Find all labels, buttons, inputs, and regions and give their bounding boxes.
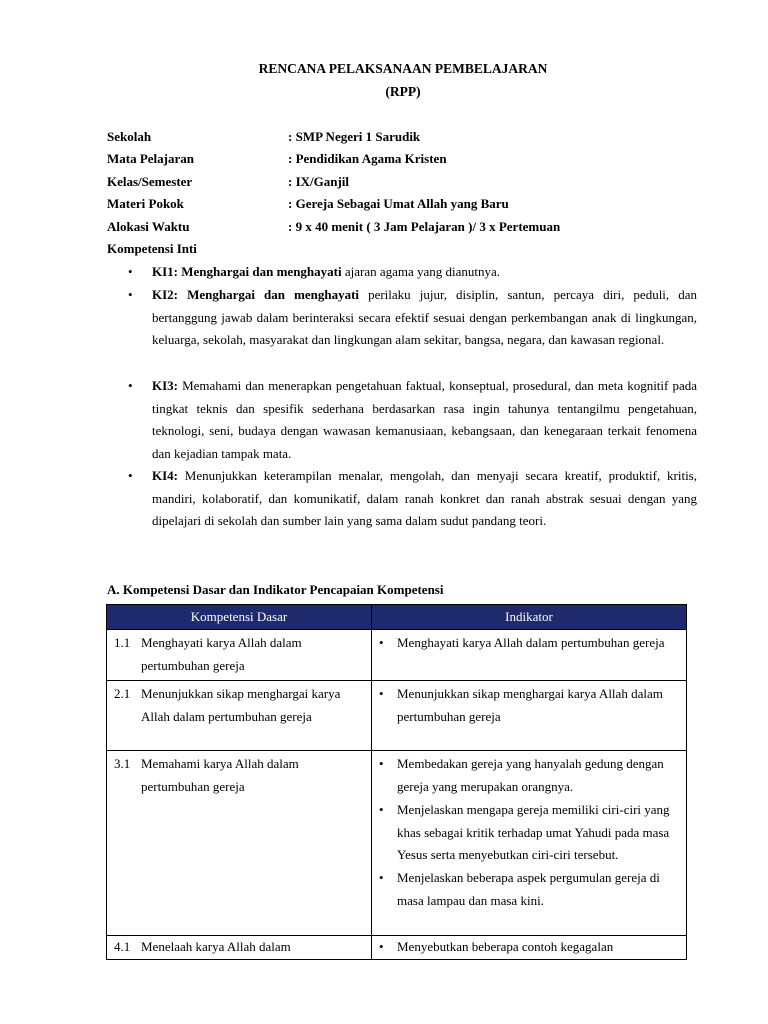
indicator-text: Menyebutkan beberapa contoh kegagalan	[397, 939, 614, 955]
kd-cell	[107, 630, 372, 681]
ki-code: KI3:	[152, 378, 178, 393]
kd-number: 4.1	[114, 939, 131, 955]
meta-label: Mata Pelajaran	[107, 151, 195, 166]
bullet-icon: •	[128, 378, 133, 393]
meta-value: : Pendidikan Agama Kristen	[288, 151, 447, 166]
column-header-kd: Kompetensi Dasar	[107, 605, 372, 630]
ki-text: ajaran agama yang dianutnya.	[341, 264, 501, 279]
kd-number: 2.1	[114, 686, 131, 702]
bullet-icon: •	[128, 264, 133, 279]
bullet-icon: •	[128, 287, 133, 302]
kd-text: Menunjukkan sikap menghargai karya Allah dalam pertumbuhan gereja	[141, 686, 341, 725]
kd-text: Menelaah karya Allah dalam	[141, 939, 291, 955]
kd-number: 3.1	[114, 756, 131, 772]
meta-value: : IX/Ganjil	[288, 174, 350, 189]
meta-label: Alokasi Waktu	[107, 219, 190, 234]
column-header-indikator: Indikator	[372, 605, 687, 630]
meta-value: : 9 x 40 menit ( 3 Jam Pelajaran )/ 3 x Pertemuan	[288, 219, 561, 234]
indicator-cell	[372, 751, 687, 936]
kd-cell	[107, 936, 372, 960]
ki-item-3	[128, 375, 697, 466]
ki-item-2	[128, 284, 697, 352]
ki-item-4	[128, 465, 697, 533]
ki-lead: Menghargai dan menghayati	[181, 264, 342, 279]
kompetensi-inti-heading: Kompetensi Inti	[107, 241, 197, 256]
ki-lead: Menghargai dan menghayati	[187, 287, 360, 302]
indicator-item	[379, 683, 680, 728]
kd-text: Menghayati karya Allah dalam pertumbuhan gereja	[141, 635, 302, 673]
table-row	[107, 751, 687, 936]
meta-label: Materi Pokok	[107, 196, 184, 211]
bullet-icon: •	[379, 756, 384, 772]
meta-label: Kelas/Semester	[107, 174, 193, 189]
indicator-text: Menunjukkan sikap menghargai karya Allah dalam pertumbuhan gereja	[397, 686, 663, 725]
ki-text: Menunjukkan keterampilan menalar, mengolah, dan menyaji secara kreatif, produktif, kritis, mandiri, kolaboratif, dan komunikatif, dalam ranah konkret dan ranah abstrak sesuai dengan yang dipelajari di sekolah dan sumber lain yang sama dalam sudut pandang teori.	[152, 468, 697, 529]
indicator-cell	[372, 630, 687, 681]
kd-cell	[107, 681, 372, 751]
meta-label: Sekolah	[107, 129, 152, 144]
ki-text: Memahami dan menerapkan pengetahuan faktual, konseptual, prosedural, dan meta kognitif pada tingkat teknis dan spesifik sederhana berdasarkan rasa ingin tahunya tentangilmu pengetahuan, teknologi, seni, budaya dengan wawasan kemanusiaan, kebangsaan, dan kenegaraan terkait fenomena dan kejadian tampak mata.	[152, 378, 697, 462]
indicator-cell	[372, 681, 687, 751]
table-row	[107, 630, 687, 681]
indicator-cell	[372, 936, 687, 960]
bullet-icon: •	[379, 869, 384, 885]
indicator-item	[379, 753, 680, 798]
indicator-text: Menghayati karya Allah dalam pertumbuhan gereja	[397, 635, 665, 650]
bullet-icon: •	[379, 801, 384, 817]
kompetensi-dasar-table	[106, 604, 687, 960]
ki-item-1	[128, 261, 697, 284]
meta-value: : Gereja Sebagai Umat Allah yang Baru	[288, 196, 509, 211]
ki-text: perilaku jujur, disiplin, santun, percaya diri, peduli, dan bertanggung jawab dalam berinteraksi secara efektif sesuai dengan perkembangan anak di lingkungan, keluarga, sekolah, masyarakat dan lingkungan alam sekitar, bangsa, negara, dan kawasan regional.	[152, 287, 697, 348]
kd-number: 1.1	[114, 635, 131, 650]
indicator-item	[379, 936, 680, 957]
ki-code: KI4:	[152, 468, 178, 483]
indicator-item	[379, 799, 680, 867]
section-a-heading: A. Kompetensi Dasar dan Indikator Pencapaian Kompetensi	[107, 582, 444, 597]
indicator-item	[379, 867, 680, 912]
meta-value: : SMP Negeri 1 Sarudik	[288, 129, 421, 144]
table-row	[107, 936, 687, 960]
ki-code: KI2:	[152, 287, 178, 302]
bullet-icon: •	[379, 939, 384, 955]
kd-text: Memahami karya Allah dalam pertumbuhan gereja	[141, 756, 299, 795]
indicator-text: Menjelaskan beberapa aspek pergumulan gereja di masa lampau dan masa kini.	[397, 869, 660, 908]
table-row	[107, 681, 687, 751]
document-subtitle: (RPP)	[385, 84, 421, 99]
bullet-icon: •	[379, 635, 384, 650]
document-title: RENCANA PELAKSANAAN PEMBELAJARAN	[258, 61, 548, 76]
indicator-text: Menjelaskan mengapa gereja memiliki ciri-ciri yang khas sebagai kritik terhadap umat Yahudi pada masa Yesus serta menyebutkan ciri-ciri tersebut.	[397, 801, 670, 863]
bullet-icon: •	[379, 686, 384, 702]
indicator-item	[379, 632, 680, 655]
table-header-row	[107, 605, 687, 630]
kd-cell	[107, 751, 372, 936]
bullet-icon: •	[128, 468, 133, 483]
ki-code: KI1:	[152, 264, 178, 279]
indicator-text: Membedakan gereja yang hanyalah gedung dengan gereja yang merupakan orangnya.	[397, 756, 664, 795]
